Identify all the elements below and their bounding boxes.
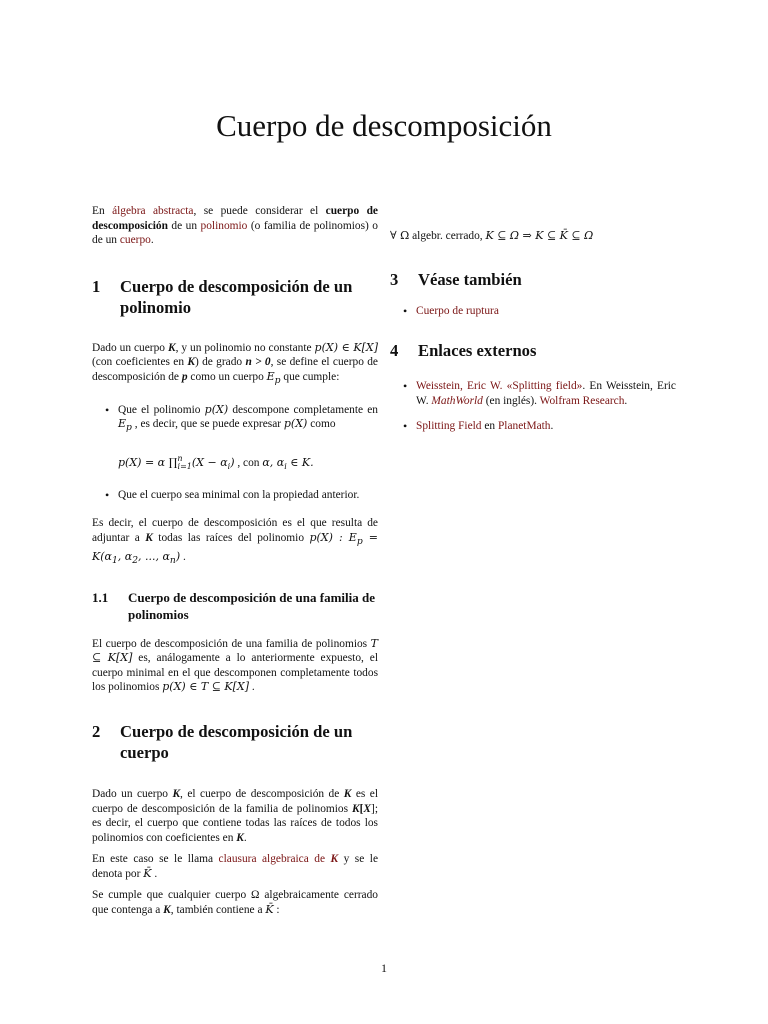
link-polinomio[interactable]: polinomio (200, 219, 248, 232)
link-splitting-field-planetmath[interactable]: Splitting Field (416, 420, 482, 433)
section-number: 1.1 (92, 589, 109, 605)
list-item: • Que el polinomio p(X) descompone completamente en $E_p$ , es decir, que se puede expresar p(X) como p(X) = α ∏$^n_{i=1}$(X − $\alpha_i$) , con α, $\alpha_i$ ∈ K. (118, 403, 378, 475)
intro-paragraph: En álgebra abstracta, se puede considerar el cuerpo de descomposición de un polinomio (o familia de polinomios) o de un cuerpo. (92, 205, 378, 247)
section-number: 4 (390, 341, 399, 361)
link-weisstein-splitting-field[interactable]: Weisstein, Eric W. «Splitting field» (416, 380, 583, 393)
section-number: 1 (92, 276, 101, 296)
sec2-paragraph-3: Se cumple que cualquier cuerpo Ω algebraicamente cerrado que contenga a K, también contiene a K̄ : (92, 889, 378, 917)
left-column (92, 204, 378, 925)
link-clausura-algebraica[interactable]: clausura algebraica de K (218, 853, 339, 866)
section-title: Cuerpo de descomposición de un polinomio (120, 276, 353, 317)
math-inline: p(X) ∈ K[X] (314, 340, 378, 354)
right-column (390, 204, 676, 443)
list-item (416, 304, 676, 319)
sec3-list (390, 304, 676, 319)
display-equation: p(X) = α ∏$^n_{i=1}$(X − $\alpha_i$) , con α, $\alpha_i$ ∈ K. (118, 454, 314, 472)
link-mathworld[interactable]: MathWorld (431, 394, 483, 407)
section-2-heading (92, 721, 378, 763)
sec1-paragraph-2: Es decir, el cuerpo de descomposición es el que resulta de adjuntar a K todas las raíces del polinomio p(X) : $E_p = K(\alpha_1$, $\alpha_2$, ..., $\alpha_n$) . (92, 517, 379, 566)
link-wolfram-research[interactable]: Wolfram Research (539, 394, 625, 407)
right-display-equation: ∀ Ω algebr. cerrado, K ⊆ Ω ⇒ K ⊆ K̄ ⊆ Ω (390, 229, 594, 242)
section-number: 3 (390, 269, 399, 289)
section-4-heading (390, 340, 676, 361)
list-item: • Splitting Field en PlanetMath. (416, 419, 676, 434)
section-3-heading (390, 269, 676, 290)
link-cuerpo[interactable]: cuerpo (119, 234, 151, 247)
sec2-paragraph-2: En este caso se le llama clausura algebraica de K y se le denota por K̄ . (92, 853, 378, 880)
math-inline: $E_p$ (266, 369, 281, 387)
page-number: 1 (381, 961, 387, 975)
page-title: Cuerpo de descomposición (216, 108, 552, 143)
section-title: Véase también (418, 269, 522, 289)
section-title: Enlaces externos (418, 341, 537, 361)
section-title: Cuerpo de descomposición de una familia de polinomios (128, 589, 376, 622)
list-item: • Weisstein, Eric W. «Splitting field». En Weisstein, Eric W. MathWorld (en inglés). Wolfram Research. (416, 379, 676, 408)
link-cuerpo-de-ruptura[interactable]: Cuerpo de ruptura (416, 304, 499, 317)
section-title: Cuerpo de descomposición de un cuerpo (120, 721, 353, 762)
link-algebra-abstracta[interactable]: álgebra abstracta (112, 205, 194, 217)
term-cuerpo-de-descomposicion: cuerpo de descomposición (92, 205, 378, 232)
sec4-list (390, 379, 676, 434)
section-number: 2 (92, 721, 101, 741)
sec1-paragraph-1: Dado un cuerpo K, y un polinomio no constante p(X) ∈ K[X] (con coeficientes en K) de grado n > 0, se define el cuerpo de descomposición de p como un cuerpo $E_p$ que cumple: (92, 340, 378, 387)
list-item: • Que el cuerpo sea minimal con la propiedad anterior. (118, 488, 378, 503)
link-planetmath[interactable]: PlanetMath (497, 420, 551, 433)
sec1-1-paragraph: El cuerpo de descomposición de una familia de polinomios T ⊆ K[X] es, análogamente a lo anteriormente expuesto, el cuerpo minimal en el que descomponen completamente todos los polinomios p(X) ∈ T ⊆ K[X] . (92, 636, 378, 694)
section-1-1-heading (92, 589, 378, 623)
section-1-heading (92, 276, 378, 318)
sec1-bullet-list (92, 403, 378, 503)
sec2-paragraph-1: Dado un cuerpo K, el cuerpo de descomposición de K es el cuerpo de descomposición de la familia de polinomios K[X]; es decir, el cuerpo que contiene todas las raíces de todos los polinomios con coeficientes en K. (92, 787, 379, 844)
